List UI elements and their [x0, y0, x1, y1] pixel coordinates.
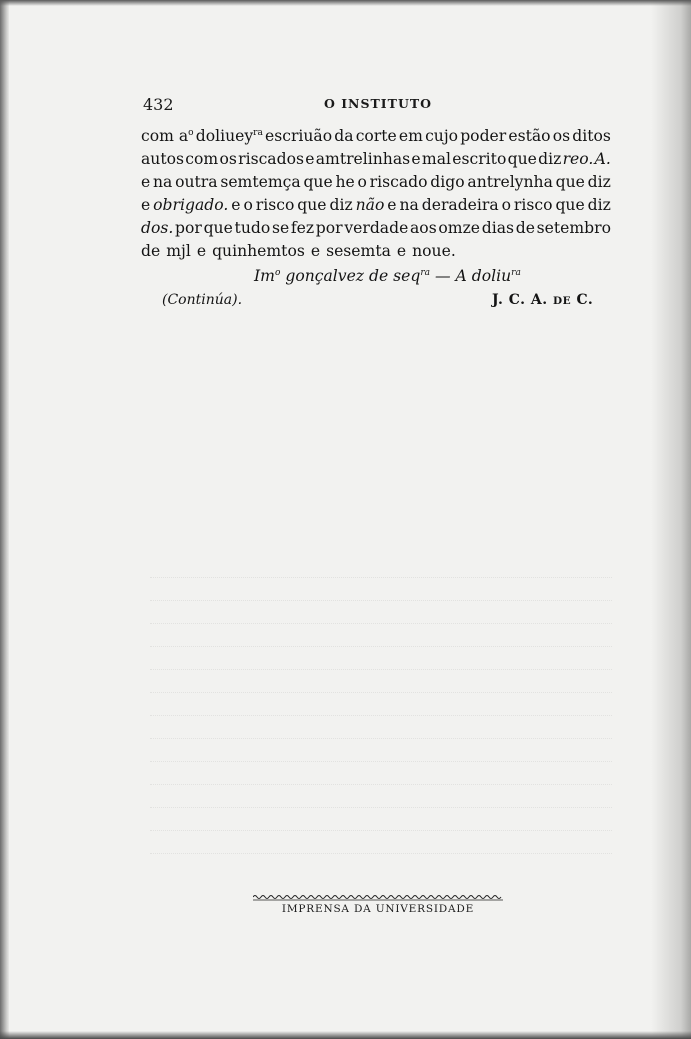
word: e	[387, 196, 397, 214]
word: e	[141, 173, 151, 191]
text-line	[141, 125, 611, 148]
signature-part: — A doliu	[430, 267, 512, 285]
word: diz	[587, 196, 611, 214]
word: de	[515, 219, 535, 237]
text-line	[141, 171, 611, 194]
superscript: o	[274, 267, 281, 278]
word: deradeira	[421, 196, 499, 214]
word: autos	[141, 150, 184, 168]
word: risco	[513, 196, 553, 214]
word: corte	[355, 127, 397, 145]
word: e	[305, 150, 315, 168]
body-text	[141, 125, 611, 263]
word: omze	[438, 219, 481, 237]
text-line	[141, 148, 611, 171]
word: da	[334, 127, 354, 145]
word: de	[141, 242, 161, 260]
initials-last: C.	[576, 292, 594, 308]
word: escrito	[452, 150, 507, 168]
continua-note: (Continúa).	[162, 292, 243, 308]
word: diz	[538, 150, 562, 168]
word-italic: A.	[594, 150, 611, 168]
bleed-through-texture	[150, 555, 612, 854]
word: e	[196, 242, 207, 260]
word: fez	[290, 219, 315, 237]
word: noue.	[412, 242, 456, 260]
superscript: ra	[511, 267, 521, 278]
word-italic: reo.	[562, 150, 594, 168]
text-line	[141, 240, 611, 263]
page-header	[143, 95, 613, 117]
word: he	[335, 173, 355, 191]
word: risco	[255, 196, 295, 214]
word: tudo	[234, 219, 271, 237]
page-edge-left	[0, 0, 9, 1039]
word: na	[153, 173, 173, 191]
word: escriuão	[264, 127, 333, 145]
word: que	[507, 150, 537, 168]
word: mal	[421, 150, 451, 168]
word: poder	[460, 127, 507, 145]
word: doliuey$^{ra}$	[195, 127, 263, 145]
text-line	[141, 217, 611, 240]
word: diz	[587, 173, 611, 191]
superscript: ra	[253, 127, 263, 138]
word-italic: não	[355, 196, 385, 214]
word: amtrelinhas	[315, 150, 411, 168]
word-italic: dos.	[141, 219, 174, 237]
initials-particle: DE	[553, 295, 572, 307]
word: e	[310, 242, 321, 260]
page-edge-top	[0, 0, 691, 6]
word: que	[297, 196, 327, 214]
page-edge-right	[651, 0, 691, 1039]
text-line	[141, 194, 611, 217]
word: riscado	[369, 173, 428, 191]
page-edge-bottom	[0, 1031, 691, 1039]
word: semtemça	[220, 173, 301, 191]
word: ditos	[572, 127, 611, 145]
initials-main: J. C. A.	[492, 292, 548, 308]
superscript: ra	[420, 267, 431, 278]
word: em	[398, 127, 423, 145]
word: e	[141, 196, 151, 214]
word: diz	[329, 196, 353, 214]
word: cujo	[425, 127, 459, 145]
word: sesemta	[326, 242, 391, 260]
word: digo	[430, 173, 465, 191]
word: o	[501, 196, 511, 214]
word: mjl	[166, 242, 191, 260]
signature-part: gonçalvez de seq	[280, 267, 421, 285]
word: na	[399, 196, 419, 214]
word: com	[185, 150, 219, 168]
word: e	[411, 150, 421, 168]
signature-part: Im	[254, 267, 275, 285]
word: por	[175, 219, 202, 237]
word: quinhemtos	[212, 242, 305, 260]
word: o	[243, 196, 253, 214]
word-italic: obrigado.	[153, 196, 229, 214]
word: antrelynha	[467, 173, 553, 191]
word: se	[271, 219, 290, 237]
author-initials	[492, 292, 593, 308]
ornamental-rule	[253, 893, 503, 901]
word: os	[219, 150, 237, 168]
superscript: o	[188, 127, 194, 138]
word: aos	[410, 219, 437, 237]
word: riscados	[238, 150, 304, 168]
word: dias	[481, 219, 515, 237]
word: com $a^o$	[141, 127, 194, 145]
word: por	[315, 219, 343, 237]
word: estão	[508, 127, 551, 145]
word: que	[303, 173, 333, 191]
running-title: O INSTITUTO	[323, 96, 433, 111]
word: outra	[175, 173, 218, 191]
word: e	[231, 196, 241, 214]
word: o	[357, 173, 367, 191]
word: setembro	[536, 219, 611, 237]
word: que	[555, 173, 585, 191]
word: que	[555, 196, 585, 214]
word: os	[552, 127, 571, 145]
signature-line	[254, 267, 521, 285]
printer-imprint: IMPRENSA DA UNIVERSIDADE	[281, 903, 475, 915]
word: verdade	[344, 219, 409, 237]
word: que	[203, 219, 233, 237]
word: e	[396, 242, 407, 260]
page-number: 432	[143, 95, 174, 114]
